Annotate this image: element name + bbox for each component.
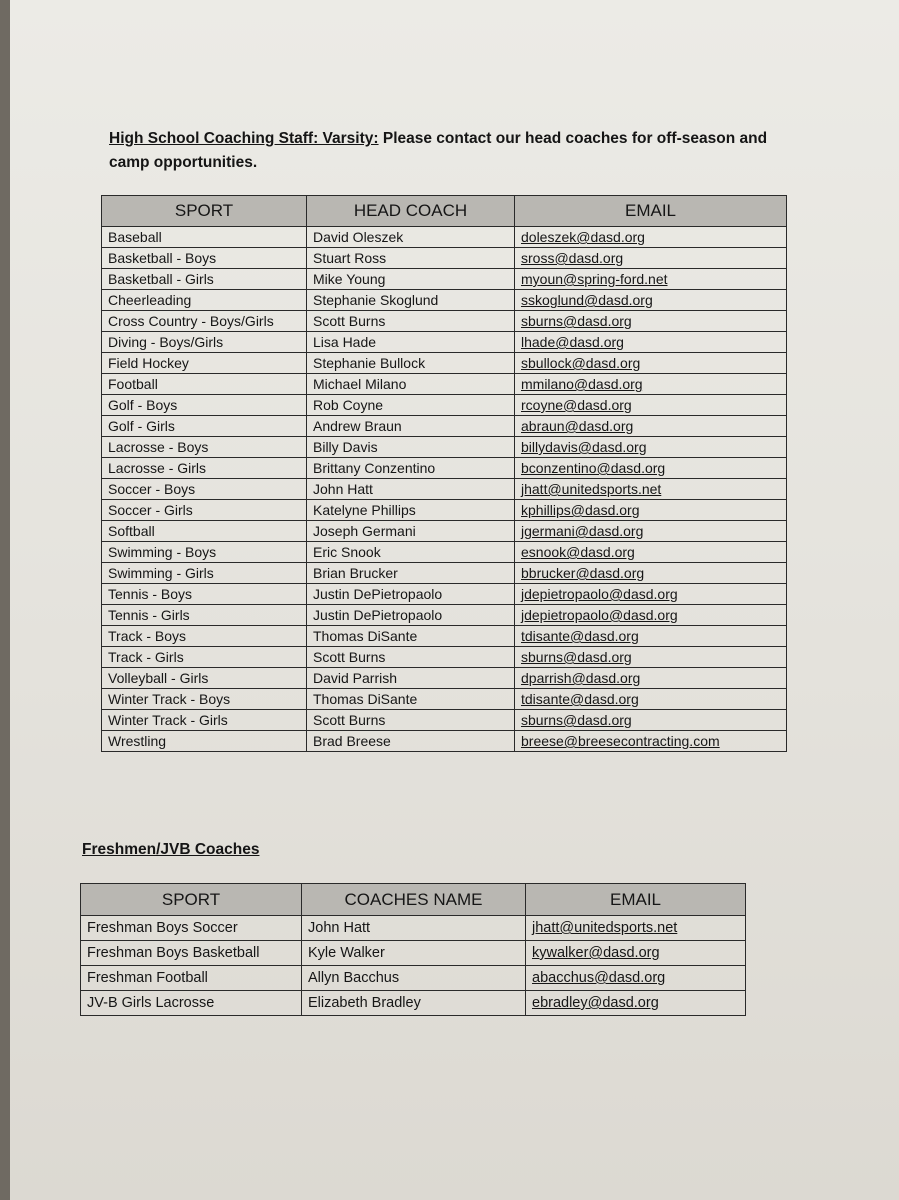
sport-cell: Track - Girls xyxy=(102,647,307,668)
coach-name-cell: Allyn Bacchus xyxy=(302,966,526,991)
coach-name-cell: John Hatt xyxy=(307,479,515,500)
email-link[interactable]: bbrucker@dasd.org xyxy=(515,563,787,584)
page-heading xyxy=(109,127,809,175)
email-link[interactable]: sburns@dasd.org xyxy=(515,710,787,731)
coach-name-cell: Justin DePietropaolo xyxy=(307,584,515,605)
coach-name-cell: Brad Breese xyxy=(307,731,515,752)
coach-name-cell: Scott Burns xyxy=(307,311,515,332)
heading-underlined: High School Coaching Staff: Varsity: xyxy=(109,130,379,147)
email-link[interactable]: kphillips@dasd.org xyxy=(515,500,787,521)
sport-cell: Basketball - Boys xyxy=(102,248,307,269)
table-row xyxy=(102,458,787,479)
table-row xyxy=(102,605,787,626)
email-link[interactable]: lhade@dasd.org xyxy=(515,332,787,353)
coach-name-cell: Stuart Ross xyxy=(307,248,515,269)
sport-cell: Soccer - Boys xyxy=(102,479,307,500)
email-link[interactable]: mmilano@dasd.org xyxy=(515,374,787,395)
table-row xyxy=(81,991,746,1016)
email-link[interactable]: sskoglund@dasd.org xyxy=(515,290,787,311)
email-link[interactable]: dparrish@dasd.org xyxy=(515,668,787,689)
sport-cell: Softball xyxy=(102,521,307,542)
coach-name-cell: Mike Young xyxy=(307,269,515,290)
coach-name-cell: Andrew Braun xyxy=(307,416,515,437)
coach-name-cell: John Hatt xyxy=(302,916,526,941)
table-row xyxy=(81,966,746,991)
coach-name-cell: David Parrish xyxy=(307,668,515,689)
sport-cell: Basketball - Girls xyxy=(102,269,307,290)
coach-name-cell: Rob Coyne xyxy=(307,395,515,416)
coach-name-cell: Katelyne Phillips xyxy=(307,500,515,521)
coach-name-cell: Justin DePietropaolo xyxy=(307,605,515,626)
table-row xyxy=(81,941,746,966)
sport-cell: Field Hockey xyxy=(102,353,307,374)
sport-cell: JV-B Girls Lacrosse xyxy=(81,991,302,1016)
email-link[interactable]: jdepietropaolo@dasd.org xyxy=(515,584,787,605)
table-row xyxy=(102,248,787,269)
sport-cell: Diving - Boys/Girls xyxy=(102,332,307,353)
table-row xyxy=(102,647,787,668)
email-link[interactable]: billydavis@dasd.org xyxy=(515,437,787,458)
sport-cell: Freshman Boys Soccer xyxy=(81,916,302,941)
coach-name-cell: Stephanie Skoglund xyxy=(307,290,515,311)
sport-cell: Swimming - Girls xyxy=(102,563,307,584)
sport-cell: Tennis - Girls xyxy=(102,605,307,626)
coach-name-cell: Joseph Germani xyxy=(307,521,515,542)
email-link[interactable]: bconzentino@dasd.org xyxy=(515,458,787,479)
sport-cell: Winter Track - Girls xyxy=(102,710,307,731)
email-link[interactable]: jhatt@unitedsports.net xyxy=(526,916,746,941)
table-row xyxy=(102,563,787,584)
coach-name-cell: David Oleszek xyxy=(307,227,515,248)
coach-name-cell: Thomas DiSante xyxy=(307,689,515,710)
coach-name-cell: Billy Davis xyxy=(307,437,515,458)
email-link[interactable]: sburns@dasd.org xyxy=(515,647,787,668)
column-header-sport: SPORT xyxy=(102,196,307,227)
email-link[interactable]: jgermani@dasd.org xyxy=(515,521,787,542)
email-link[interactable]: esnook@dasd.org xyxy=(515,542,787,563)
table-row xyxy=(102,710,787,731)
email-link[interactable]: jhatt@unitedsports.net xyxy=(515,479,787,500)
email-link[interactable]: breese@breesecontracting.com xyxy=(515,731,787,752)
table-row xyxy=(102,290,787,311)
sport-cell: Tennis - Boys xyxy=(102,584,307,605)
freshmen-coaches-table xyxy=(80,883,746,1016)
email-link[interactable]: abacchus@dasd.org xyxy=(526,966,746,991)
email-link[interactable]: doleszek@dasd.org xyxy=(515,227,787,248)
email-link[interactable]: abraun@dasd.org xyxy=(515,416,787,437)
email-link[interactable]: ebradley@dasd.org xyxy=(526,991,746,1016)
table-row xyxy=(102,311,787,332)
coach-name-cell: Stephanie Bullock xyxy=(307,353,515,374)
varsity-coaches-table xyxy=(101,195,787,752)
coach-name-cell: Scott Burns xyxy=(307,710,515,731)
email-link[interactable]: sbullock@dasd.org xyxy=(515,353,787,374)
coach-name-cell: Elizabeth Bradley xyxy=(302,991,526,1016)
table-row xyxy=(102,521,787,542)
coach-name-cell: Brian Brucker xyxy=(307,563,515,584)
table-header-row xyxy=(102,196,787,227)
table-row xyxy=(102,395,787,416)
sport-cell: Golf - Girls xyxy=(102,416,307,437)
sport-cell: Baseball xyxy=(102,227,307,248)
table-row xyxy=(102,353,787,374)
email-link[interactable]: jdepietropaolo@dasd.org xyxy=(515,605,787,626)
email-link[interactable]: tdisante@dasd.org xyxy=(515,626,787,647)
table-row xyxy=(102,416,787,437)
sport-cell: Football xyxy=(102,374,307,395)
email-link[interactable]: tdisante@dasd.org xyxy=(515,689,787,710)
column-header-head-coach: HEAD COACH xyxy=(307,196,515,227)
column-header-sport: SPORT xyxy=(81,884,302,916)
table-row xyxy=(81,916,746,941)
coach-name-cell: Lisa Hade xyxy=(307,332,515,353)
table-row xyxy=(102,437,787,458)
coach-name-cell: Thomas DiSante xyxy=(307,626,515,647)
email-link[interactable]: rcoyne@dasd.org xyxy=(515,395,787,416)
table-header-row xyxy=(81,884,746,916)
coach-name-cell: Kyle Walker xyxy=(302,941,526,966)
coach-name-cell: Michael Milano xyxy=(307,374,515,395)
table-row xyxy=(102,689,787,710)
email-link[interactable]: sburns@dasd.org xyxy=(515,311,787,332)
table-row xyxy=(102,626,787,647)
sport-cell: Cross Country - Boys/Girls xyxy=(102,311,307,332)
sport-cell: Lacrosse - Girls xyxy=(102,458,307,479)
sport-cell: Winter Track - Boys xyxy=(102,689,307,710)
sport-cell: Swimming - Boys xyxy=(102,542,307,563)
sport-cell: Freshman Boys Basketball xyxy=(81,941,302,966)
email-link[interactable]: sross@dasd.org xyxy=(515,248,787,269)
coach-name-cell: Scott Burns xyxy=(307,647,515,668)
table-row xyxy=(102,542,787,563)
sport-cell: Freshman Football xyxy=(81,966,302,991)
heading-text: Please contact our head coaches for off-season and camp opportunities. xyxy=(109,130,768,171)
coach-name-cell: Brittany Conzentino xyxy=(307,458,515,479)
sport-cell: Cheerleading xyxy=(102,290,307,311)
email-link[interactable]: myoun@spring-ford.net xyxy=(515,269,787,290)
sport-cell: Volleyball - Girls xyxy=(102,668,307,689)
table-row xyxy=(102,269,787,290)
table-row xyxy=(102,479,787,500)
table-row xyxy=(102,584,787,605)
table-row xyxy=(102,731,787,752)
coach-name-cell: Eric Snook xyxy=(307,542,515,563)
column-header-email: EMAIL xyxy=(526,884,746,916)
sport-cell: Lacrosse - Boys xyxy=(102,437,307,458)
table-row xyxy=(102,500,787,521)
table-row xyxy=(102,332,787,353)
table-row xyxy=(102,374,787,395)
sport-cell: Soccer - Girls xyxy=(102,500,307,521)
sport-cell: Track - Boys xyxy=(102,626,307,647)
table-row xyxy=(102,668,787,689)
email-link[interactable]: kywalker@dasd.org xyxy=(526,941,746,966)
freshmen-section-title: Freshmen/JVB Coaches xyxy=(82,841,260,858)
sport-cell: Wrestling xyxy=(102,731,307,752)
column-header-email: EMAIL xyxy=(515,196,787,227)
table-row xyxy=(102,227,787,248)
sport-cell: Golf - Boys xyxy=(102,395,307,416)
column-header-coaches-name: COACHES NAME xyxy=(302,884,526,916)
